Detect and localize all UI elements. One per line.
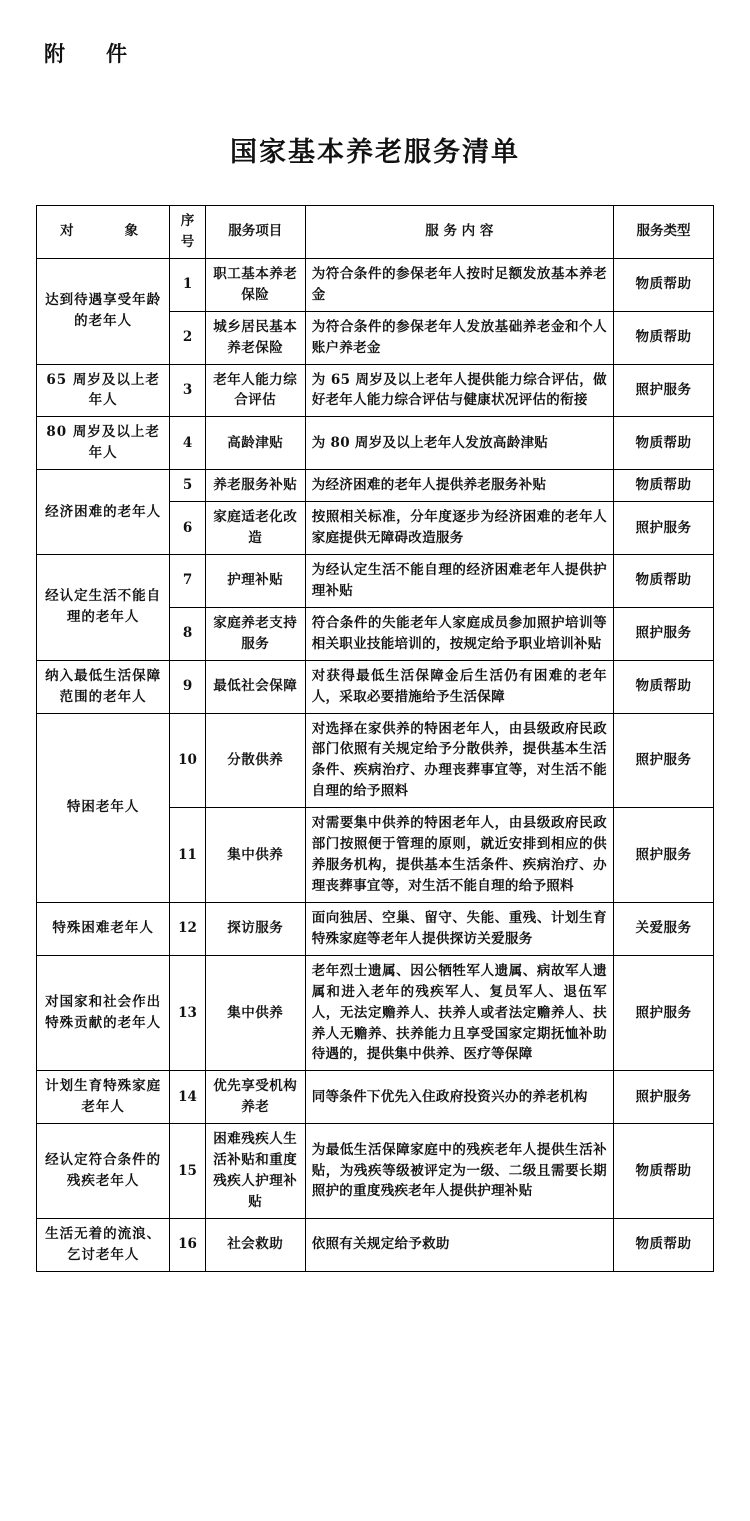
cell-number: 6 <box>170 502 205 555</box>
cell-number: 11 <box>170 808 205 903</box>
table-row <box>37 1124 714 1219</box>
cell-service-item: 养老服务补贴 <box>205 470 305 502</box>
cell-service-item: 护理补贴 <box>205 554 305 607</box>
cell-object: 对国家和社会作出特殊贡献的老年人 <box>37 955 170 1071</box>
cell-service-type: 物质帮助 <box>613 660 713 713</box>
cell-service-content: 对需要集中供养的特困老年人，由县级政府民政部门按照便于管理的原则，就近安排到相应的供养服务机构，提供基本生活条件、疾病治疗、办理丧葬事宜等，对生活不能自理的给予照料 <box>305 808 613 903</box>
cell-service-type: 物质帮助 <box>613 1218 713 1271</box>
cell-service-item: 困难残疾人生活补贴和重度残疾人护理补贴 <box>205 1124 305 1219</box>
cell-service-content: 对获得最低生活保障金后生活仍有困难的老年人，采取必要措施给予生活保障 <box>305 660 613 713</box>
cell-service-content: 按照相关标准，分年度逐步为经济困难的老年人家庭提供无障碍改造服务 <box>305 502 613 555</box>
cell-object: 经认定符合条件的残疾老年人 <box>37 1124 170 1219</box>
cell-service-content: 符合条件的失能老年人家庭成员参加照护培训等相关职业技能培训的，按规定给予职业培训补贴 <box>305 607 613 660</box>
cell-number: 10 <box>170 713 205 808</box>
cell-service-item: 城乡居民基本养老保险 <box>205 311 305 364</box>
cell-object: 80 周岁及以上老年人 <box>37 417 170 470</box>
cell-service-item: 老年人能力综合评估 <box>205 364 305 417</box>
cell-service-content: 为符合条件的参保老年人发放基础养老金和个人账户养老金 <box>305 311 613 364</box>
table-row <box>37 955 714 1071</box>
cell-service-item: 探访服务 <box>205 902 305 955</box>
cell-service-content: 为最低生活保障家庭中的残疾老年人提供生活补贴，为残疾等级被评定为一级、二级且需要长期照护的重度残疾老年人提供护理补贴 <box>305 1124 613 1219</box>
cell-service-type: 照护服务 <box>613 808 713 903</box>
cell-object: 特殊困难老年人 <box>37 902 170 955</box>
table-row <box>37 660 714 713</box>
cell-service-type: 关爱服务 <box>613 902 713 955</box>
cell-object: 特困老年人 <box>37 713 170 902</box>
cell-object: 经济困难的老年人 <box>37 470 170 555</box>
table-row <box>37 470 714 502</box>
cell-number: 15 <box>170 1124 205 1219</box>
cell-service-type: 照护服务 <box>613 364 713 417</box>
cell-service-item: 高龄津贴 <box>205 417 305 470</box>
cell-object: 生活无着的流浪、乞讨老年人 <box>37 1218 170 1271</box>
cell-service-type: 物质帮助 <box>613 417 713 470</box>
cell-service-type: 照护服务 <box>613 955 713 1071</box>
table-header <box>37 206 714 259</box>
cell-service-item: 最低社会保障 <box>205 660 305 713</box>
cell-service-type: 物质帮助 <box>613 311 713 364</box>
cell-service-item: 优先享受机构养老 <box>205 1071 305 1124</box>
page-title: 国家基本养老服务清单 <box>230 137 520 168</box>
cell-service-content: 为符合条件的参保老年人按时足额发放基本养老金 <box>305 258 613 311</box>
table-row <box>37 258 714 311</box>
cell-service-content: 同等条件下优先入住政府投资兴办的养老机构 <box>305 1071 613 1124</box>
cell-service-type: 物质帮助 <box>613 258 713 311</box>
cell-number: 14 <box>170 1071 205 1124</box>
cell-service-type: 照护服务 <box>613 1071 713 1124</box>
cell-object: 达到待遇享受年龄的老年人 <box>37 258 170 364</box>
table-row <box>37 1218 714 1271</box>
cell-service-item: 家庭养老支持服务 <box>205 607 305 660</box>
cell-service-content: 老年烈士遗属、因公牺牲军人遗属、病故军人遗属和进入老年的残疾军人、复员军人、退伍军人，无法定赡养人、扶养人或者法定赡养人、扶养人无赡养、扶养能力且享受国家定期抚恤补助待遇的，提供集中供养、医疗等保障 <box>305 955 613 1071</box>
column-header-item: 服务项目 <box>205 206 305 259</box>
cell-service-type: 照护服务 <box>613 713 713 808</box>
cell-number: 16 <box>170 1218 205 1271</box>
cell-service-content: 依照有关规定给予救助 <box>305 1218 613 1271</box>
cell-number: 8 <box>170 607 205 660</box>
cell-service-item: 集中供养 <box>205 808 305 903</box>
table-row <box>37 902 714 955</box>
cell-object: 经认定生活不能自理的老年人 <box>37 554 170 660</box>
cell-service-content: 为经认定生活不能自理的经济困难老年人提供护理补贴 <box>305 554 613 607</box>
service-list-table <box>36 205 714 1272</box>
cell-number: 13 <box>170 955 205 1071</box>
cell-number: 1 <box>170 258 205 311</box>
cell-service-type: 物质帮助 <box>613 470 713 502</box>
cell-number: 2 <box>170 311 205 364</box>
cell-service-item: 家庭适老化改造 <box>205 502 305 555</box>
cell-service-item: 分散供养 <box>205 713 305 808</box>
cell-object: 65 周岁及以上老年人 <box>37 364 170 417</box>
column-header-type: 服务类型 <box>613 206 713 259</box>
cell-service-type: 照护服务 <box>613 502 713 555</box>
cell-object: 纳入最低生活保障范围的老年人 <box>37 660 170 713</box>
cell-service-content: 为经济困难的老年人提供养老服务补贴 <box>305 470 613 502</box>
table-row <box>37 1071 714 1124</box>
cell-number: 7 <box>170 554 205 607</box>
cell-number: 3 <box>170 364 205 417</box>
column-header-content: 服 务 内 容 <box>305 206 613 259</box>
cell-service-content: 为 80 周岁及以上老年人发放高龄津贴 <box>305 417 613 470</box>
cell-number: 12 <box>170 902 205 955</box>
table-row <box>37 364 714 417</box>
cell-object: 计划生育特殊家庭老年人 <box>37 1071 170 1124</box>
cell-number: 4 <box>170 417 205 470</box>
table-row <box>37 417 714 470</box>
cell-service-type: 照护服务 <box>613 607 713 660</box>
table-body <box>37 258 714 1271</box>
cell-service-content: 为 65 周岁及以上老年人提供能力综合评估，做好老年人能力综合评估与健康状况评估的衔接 <box>305 364 613 417</box>
cell-service-content: 面向独居、空巢、留守、失能、重残、计划生育特殊家庭等老年人提供探访关爱服务 <box>305 902 613 955</box>
cell-number: 5 <box>170 470 205 502</box>
cell-service-type: 物质帮助 <box>613 1124 713 1219</box>
attachment-label: 附 件 <box>44 41 137 66</box>
cell-service-item: 社会救助 <box>205 1218 305 1271</box>
cell-service-item: 职工基本养老保险 <box>205 258 305 311</box>
column-header-number: 序号 <box>170 206 205 259</box>
cell-service-type: 物质帮助 <box>613 554 713 607</box>
cell-number: 9 <box>170 660 205 713</box>
cell-service-item: 集中供养 <box>205 955 305 1071</box>
table-row <box>37 713 714 808</box>
table-row <box>37 554 714 607</box>
table-header-row <box>37 206 714 259</box>
cell-service-content: 对选择在家供养的特困老年人，由县级政府民政部门依照有关规定给予分散供养，提供基本生活条件、疾病治疗、办理丧葬事宜等，对生活不能自理的给予照料 <box>305 713 613 808</box>
column-header-object: 对 象 <box>37 206 170 259</box>
